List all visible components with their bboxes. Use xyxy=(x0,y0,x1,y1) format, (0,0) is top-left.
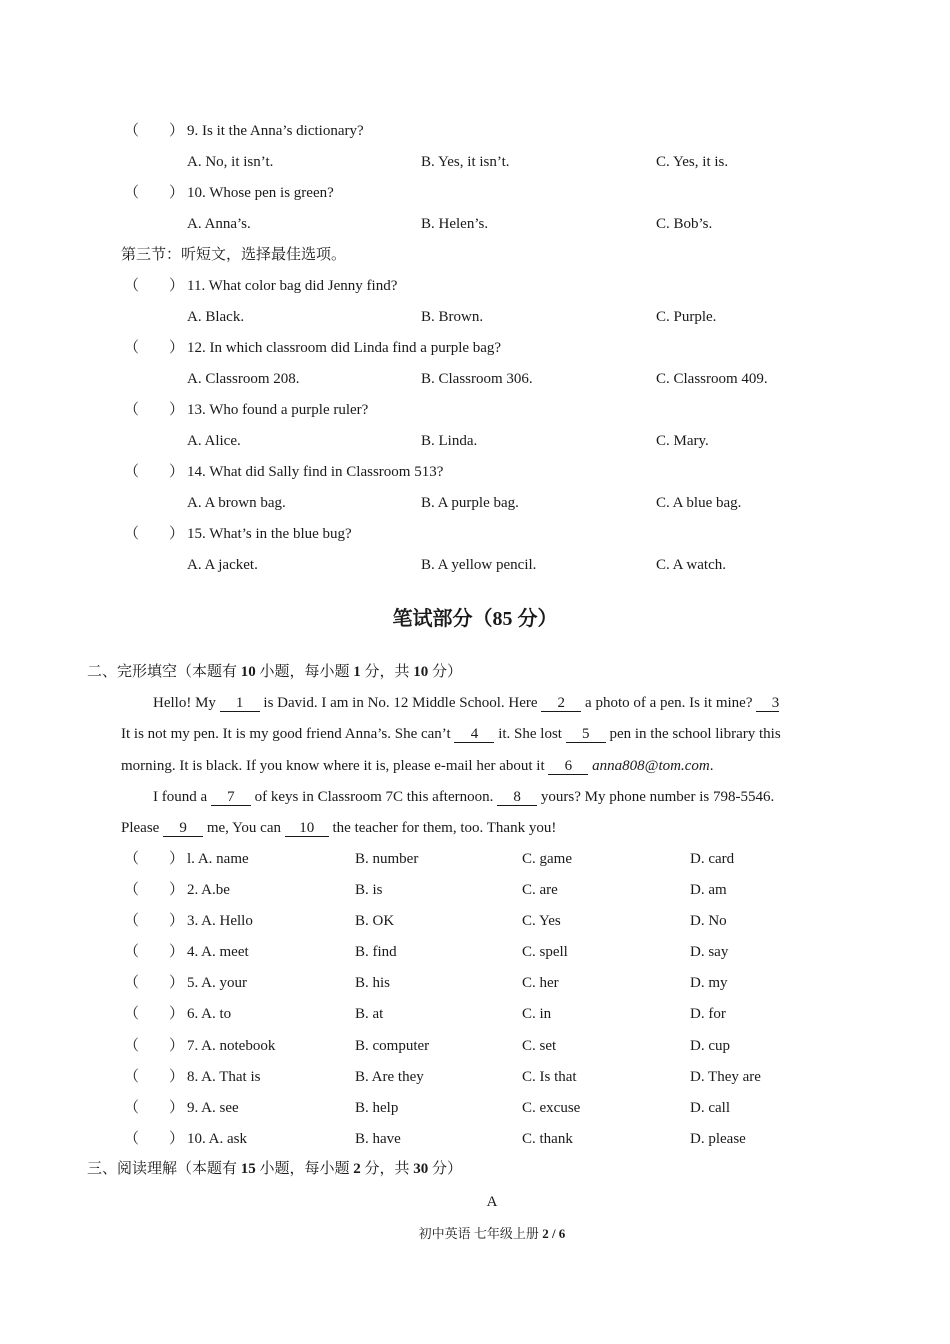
option-c: C. Bob’s. xyxy=(656,216,713,232)
passage-text: yours? My phone number is 798-5546. xyxy=(537,789,775,805)
passage-text: a photo of a pen. Is it mine? xyxy=(581,695,757,711)
blank-5[interactable]: 5 xyxy=(566,726,606,743)
passage-line xyxy=(153,694,779,712)
heading-text: 分） xyxy=(428,664,463,680)
passage-line xyxy=(121,757,713,775)
option-c: C. Purple. xyxy=(656,309,717,325)
option-d: D. cup xyxy=(690,1038,730,1054)
answer-bracket[interactable]: （ ） xyxy=(124,1006,185,1022)
option-c: C. game xyxy=(522,851,572,867)
option-d: D. call xyxy=(690,1100,730,1116)
option-b: B. Classroom 306. xyxy=(421,371,533,387)
page-number: 2 / 6 xyxy=(542,1226,566,1241)
option-c: C. Is that xyxy=(522,1069,577,1085)
option-b: B. Helen’s. xyxy=(421,216,489,232)
option-c: C. Mary. xyxy=(656,433,709,449)
option-c: C. Classroom 409. xyxy=(656,371,768,387)
heading-count: 15 xyxy=(240,1161,256,1177)
passage-text: . xyxy=(709,758,714,774)
option-c: C. are xyxy=(522,882,558,898)
option-d: D. card xyxy=(690,851,735,867)
option-d: D. They are xyxy=(690,1069,761,1085)
option-b: B. have xyxy=(355,1131,401,1147)
question-text: 10. Whose pen is green? xyxy=(187,185,334,201)
answer-bracket[interactable]: （ ） xyxy=(124,1100,185,1116)
option-b: B. Are they xyxy=(355,1069,424,1085)
option-c: C. in xyxy=(522,1006,552,1022)
option-b: B. A yellow pencil. xyxy=(421,557,537,573)
option-d: D. say xyxy=(690,944,729,960)
answer-bracket[interactable]: （ ） xyxy=(124,913,185,929)
heading-text: 小题，每小题 xyxy=(255,664,354,680)
option-a: A. No, it isn’t. xyxy=(187,154,274,170)
option-a: 7. A. notebook xyxy=(187,1038,276,1054)
written-part-title: 笔试部分（85 分） xyxy=(392,608,558,630)
answer-bracket[interactable]: （ ） xyxy=(124,464,185,480)
option-a: A. Black. xyxy=(187,309,245,325)
passage-text: morning. It is black. If you know where it is, please e-mail her about it xyxy=(121,758,549,774)
option-a: 2. A.be xyxy=(187,882,230,898)
option-a: A. A brown bag. xyxy=(187,495,286,511)
heading-text: 分，共 xyxy=(360,1161,414,1177)
option-c: C. Yes xyxy=(522,913,561,929)
answer-bracket[interactable]: （ ） xyxy=(124,1131,185,1147)
heading-text: 三、阅读理解（本题有 xyxy=(87,1161,241,1177)
heading-count: 10 xyxy=(240,664,256,680)
heading-text: 二、完形填空（本题有 xyxy=(87,664,241,680)
option-d: D. my xyxy=(690,975,728,991)
answer-bracket[interactable]: （ ） xyxy=(124,340,185,356)
option-d: D. please xyxy=(690,1131,746,1147)
email-address: anna808@tom.com xyxy=(592,758,710,774)
option-c: C. A watch. xyxy=(656,557,726,573)
blank-7[interactable]: 7 xyxy=(211,789,251,806)
answer-bracket[interactable]: （ ） xyxy=(124,278,185,294)
option-b: B. is xyxy=(355,882,383,898)
option-a: 10. A. ask xyxy=(187,1131,247,1147)
answer-bracket[interactable]: （ ） xyxy=(124,185,185,201)
question-text: 15. What’s in the blue bug? xyxy=(187,526,352,542)
option-b: B. OK xyxy=(355,913,395,929)
option-c: C. thank xyxy=(522,1131,573,1147)
option-a: l. A. name xyxy=(187,851,249,867)
blank-3[interactable]: 3 xyxy=(756,695,779,712)
option-d: D. for xyxy=(690,1006,726,1022)
question-text: 12. In which classroom did Linda find a purple bag? xyxy=(187,340,502,356)
passage-text: pen in the school library this xyxy=(605,726,781,742)
heading-text: 小题，每小题 xyxy=(255,1161,354,1177)
question-text: 11. What color bag did Jenny find? xyxy=(187,278,398,294)
option-b: B. find xyxy=(355,944,397,960)
answer-bracket[interactable]: （ ） xyxy=(124,975,185,991)
option-a: 8. A. That is xyxy=(187,1069,261,1085)
heading-total: 30 xyxy=(413,1161,429,1177)
blank-9[interactable]: 9 xyxy=(163,820,203,837)
blank-1[interactable]: 1 xyxy=(220,695,260,712)
option-a: 3. A. Hello xyxy=(187,913,253,929)
option-b: B. Yes, it isn’t. xyxy=(421,154,510,170)
heading-text: 分） xyxy=(428,1161,463,1177)
option-a: 9. A. see xyxy=(187,1100,239,1116)
blank-2[interactable]: 2 xyxy=(541,695,581,712)
page-footer xyxy=(0,1225,950,1243)
option-c: C. spell xyxy=(522,944,568,960)
cloze-heading xyxy=(87,663,462,681)
passage-text: the teacher for them, too. Thank you! xyxy=(328,820,557,836)
passage-text: it. She lost xyxy=(494,726,566,742)
option-b: B. Linda. xyxy=(421,433,478,449)
reading-heading xyxy=(87,1160,462,1178)
blank-8[interactable]: 8 xyxy=(497,789,537,806)
blank-10[interactable]: 10 xyxy=(285,820,329,837)
answer-bracket[interactable]: （ ） xyxy=(124,1069,185,1085)
option-b: B. at xyxy=(355,1006,384,1022)
heading-points: 1 xyxy=(353,664,361,680)
option-a: 6. A. to xyxy=(187,1006,232,1022)
option-a: A. Alice. xyxy=(187,433,241,449)
answer-bracket[interactable]: （ ） xyxy=(124,1038,185,1054)
passage-text: me, You can xyxy=(203,820,285,836)
option-a: A. Anna’s. xyxy=(187,216,251,232)
option-b: B. computer xyxy=(355,1038,430,1054)
passage-line xyxy=(121,725,781,743)
option-a: A. Classroom 208. xyxy=(187,371,300,387)
blank-4[interactable]: 4 xyxy=(454,726,494,743)
answer-bracket[interactable]: （ ） xyxy=(124,851,185,867)
passage-text: of keys in Classroom 7C this afternoon. xyxy=(250,789,498,805)
question-text: 9. Is it the Anna’s dictionary? xyxy=(187,123,364,139)
passage-text: It is not my pen. It is my good friend Anna’s. She can’t xyxy=(121,726,455,742)
passage-line xyxy=(153,788,774,806)
option-c: C. Yes, it is. xyxy=(656,154,729,170)
passage-label: A xyxy=(486,1194,498,1210)
option-a: 5. A. your xyxy=(187,975,247,991)
question-text: 13. Who found a purple ruler? xyxy=(187,402,369,418)
section-3-heading: 第三节：听短文，选择最佳选项。 xyxy=(121,247,347,263)
passage-text: Hello! My xyxy=(153,695,220,711)
passage-text: Please xyxy=(121,820,164,836)
option-a: 4. A. meet xyxy=(187,944,249,960)
heading-text: 分，共 xyxy=(360,664,414,680)
question-text: 14. What did Sally find in Classroom 513? xyxy=(187,464,444,480)
option-b: B. Brown. xyxy=(421,309,484,325)
answer-bracket[interactable]: （ ） xyxy=(124,123,185,139)
option-d: D. No xyxy=(690,913,727,929)
blank-6[interactable]: 6 xyxy=(548,758,588,775)
option-a: A. A jacket. xyxy=(187,557,258,573)
answer-bracket[interactable]: （ ） xyxy=(124,526,185,542)
heading-total: 10 xyxy=(413,664,429,680)
option-b: B. A purple bag. xyxy=(421,495,519,511)
answer-bracket[interactable]: （ ） xyxy=(124,882,185,898)
answer-bracket[interactable]: （ ） xyxy=(124,402,185,418)
option-c: C. her xyxy=(522,975,559,991)
passage-line xyxy=(121,819,556,837)
passage-text: is David. I am in No. 12 Middle School. Here xyxy=(259,695,542,711)
option-c: C. A blue bag. xyxy=(656,495,742,511)
footer-text: 初中英语 七年级上册 xyxy=(418,1226,543,1241)
option-b: B. number xyxy=(355,851,419,867)
option-c: C. excuse xyxy=(522,1100,581,1116)
passage-text: I found a xyxy=(153,789,211,805)
option-c: C. set xyxy=(522,1038,557,1054)
answer-bracket[interactable]: （ ） xyxy=(124,944,185,960)
option-b: B. help xyxy=(355,1100,399,1116)
heading-points: 2 xyxy=(353,1161,361,1177)
option-b: B. his xyxy=(355,975,391,991)
option-d: D. am xyxy=(690,882,727,898)
